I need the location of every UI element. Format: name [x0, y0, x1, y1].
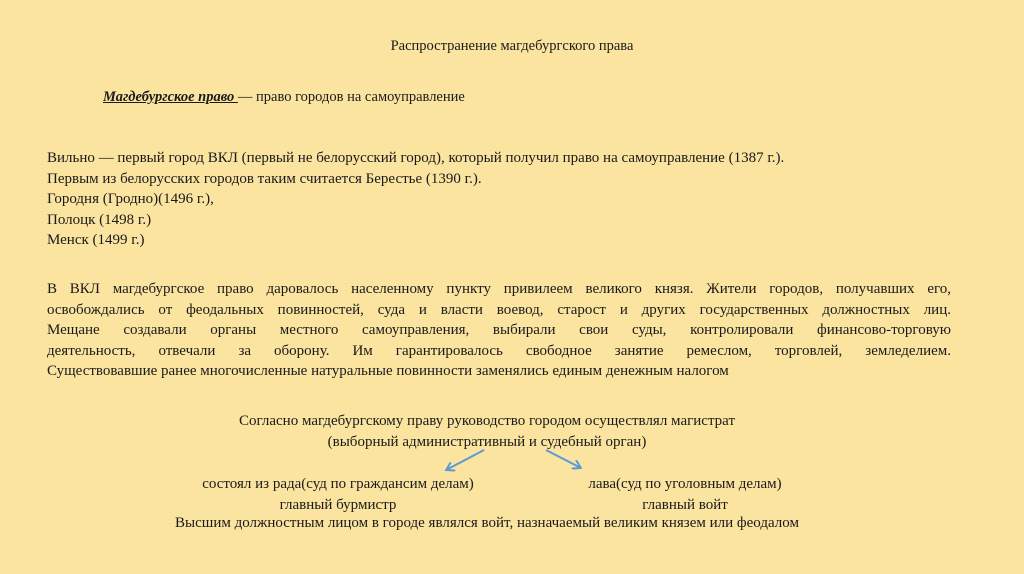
privileges-paragraph — [47, 279, 951, 382]
magistrat-block — [0, 411, 974, 452]
paragraph-line: Существовавшие ранее многочисленные натуральные повинности заменялись единым денежным налогом — [47, 363, 729, 379]
magistrat-line: (выборный административный и судебный орган) — [327, 433, 647, 450]
rada-branch — [178, 474, 498, 515]
slide-title: Распространение магдебургского права — [390, 38, 634, 54]
paragraph-line: деятельность, отвечали за оборону. Им гарантировалось свободное занятие ремеслом, торговлей, земледелием. — [47, 342, 951, 359]
arrow-down-left-icon — [448, 450, 484, 469]
paragraph-line: освобождались от феодальных повинностей, суда и власти воевод, старост и других государственных должностных лиц. — [47, 301, 951, 318]
definition-term: Магдебургское право — [103, 89, 238, 105]
rada-label: состоял из рада(суд по граждансим делам) — [202, 476, 474, 492]
fact-line: Городня (Гродно)(1496 г.), — [47, 191, 214, 207]
lava-branch — [560, 474, 810, 515]
paragraph-line: Мещане создавали органы местного самоуправления, выбирали свои суды, контролировали финансово-торговую — [47, 322, 951, 338]
paragraph-line: В ВКЛ магдебургское право даровалось населенному пункту привилеем великого князя. Жители городов, получавших его, — [47, 281, 951, 297]
fact-line: Менск (1499 г.) — [47, 232, 145, 248]
definition — [103, 89, 465, 106]
fact-line: Первым из белорусских городов таким считается Берестье (1390 г.). — [47, 170, 482, 187]
bottom-line: Высшим должностным лицом в городе являлся войт, назначаемый великим князем или феодалом — [175, 515, 799, 531]
voit-label: главный войт — [642, 496, 728, 513]
fact-line: Вильно — первый город ВКЛ (первый не белорусский город), который получил право на самоуправление (1387 г.). — [47, 150, 785, 166]
lava-label: лава(суд по уголовным делам) — [588, 476, 782, 492]
facts-list — [47, 148, 784, 251]
definition-text: — право городов на самоуправление — [237, 89, 465, 105]
magistrat-line: Согласно магдебургскому праву руководство городом осуществлял магистрат — [238, 413, 736, 429]
fact-line: Полоцк (1498 г.) — [47, 211, 152, 228]
burmistr-label: главный бурмистр — [279, 496, 397, 513]
arrow-down-right-icon — [546, 450, 579, 467]
